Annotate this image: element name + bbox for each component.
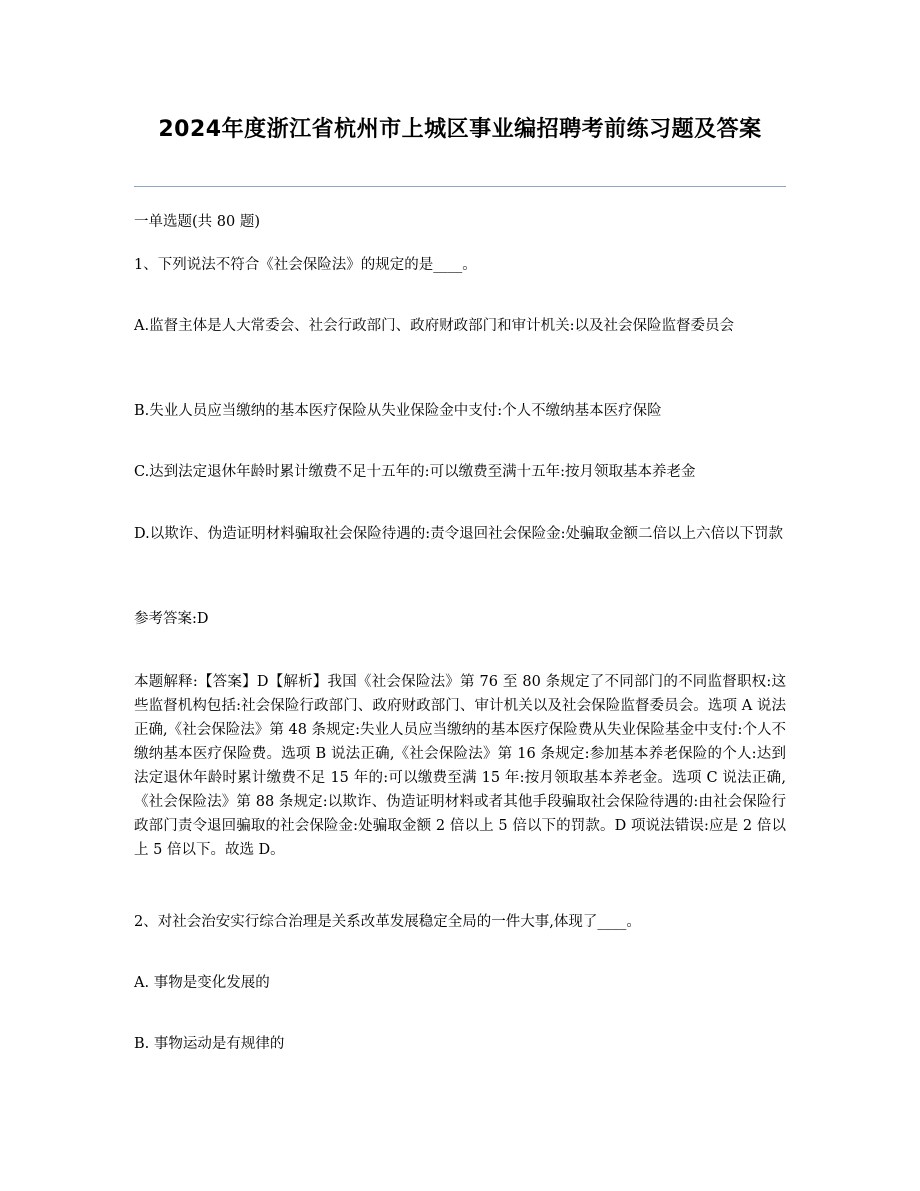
- question-2-option-a: A. 事物是变化发展的: [134, 975, 270, 991]
- question-2-stem: 2、对社会治安实行综合治理是关系改革发展稳定全局的一件大事,体现了____。: [134, 914, 641, 930]
- question-1-option-b: B.失业人员应当缴纳的基本医疗保险从失业保险金中支付:个人不缴纳基本医疗保险: [134, 403, 662, 419]
- page-title: 2024年度浙江省杭州市上城区事业编招聘考前练习题及答案: [158, 117, 762, 142]
- question-1-option-d: D.以欺诈、伪造证明材料骗取社会保险待遇的:责令退回社会保险金:处骗取金额二倍以上六倍以下罚款: [134, 526, 783, 542]
- title-divider: [134, 186, 786, 187]
- section-header: 一单选题(共 80 题): [134, 214, 260, 230]
- question-1-explanation: 本题解释:【答案】D【解析】我国《社会保险法》第 76 至 80 条规定了不同部门的不同监督职权:这些监督机构包括:社会保险行政部门、政府财政部门、审计机关以及社会保险监督委员会。选项 A 说法正确,《社会保险法》第 48 条规定:失业人员应当缴纳的基本医疗保险费从失业保险基金中支付:个人不缴纳基本医疗保险费。选项 B 说法正确,《社会保险法》第 16 条规定:参加基本养老保险的个人:达到法定退休年龄时累计缴费不足 15 年的:可以缴费至满 15 年:按月领取基本养老金。选项 C 说法正确,《社会保险法》第 88 条规定:以欺诈、伪造证明材料或者其他手段骗取社会保险待遇的:由社会保险行政部门责令退回骗取的社会保险金:处骗取金额 2 倍以上 5 倍以下的罚款。D 项说法错误:应是 2 倍以上 5 倍以下。故选 D。: [134, 674, 786, 858]
- question-1-option-a: A.监督主体是人大常委会、社会行政部门、政府财政部门和审计机关:以及社会保险监督委员会: [134, 318, 734, 334]
- question-2-option-b: B. 事物运动是有规律的: [134, 1036, 285, 1052]
- question-1-stem: 1、下列说法不符合《社会保险法》的规定的是____。: [134, 257, 477, 273]
- question-1-answer: 参考答案:D: [134, 611, 209, 627]
- question-1-option-c: C.达到法定退休年龄时累计缴费不足十五年的:可以缴费至满十五年:按月领取基本养老金: [134, 464, 696, 480]
